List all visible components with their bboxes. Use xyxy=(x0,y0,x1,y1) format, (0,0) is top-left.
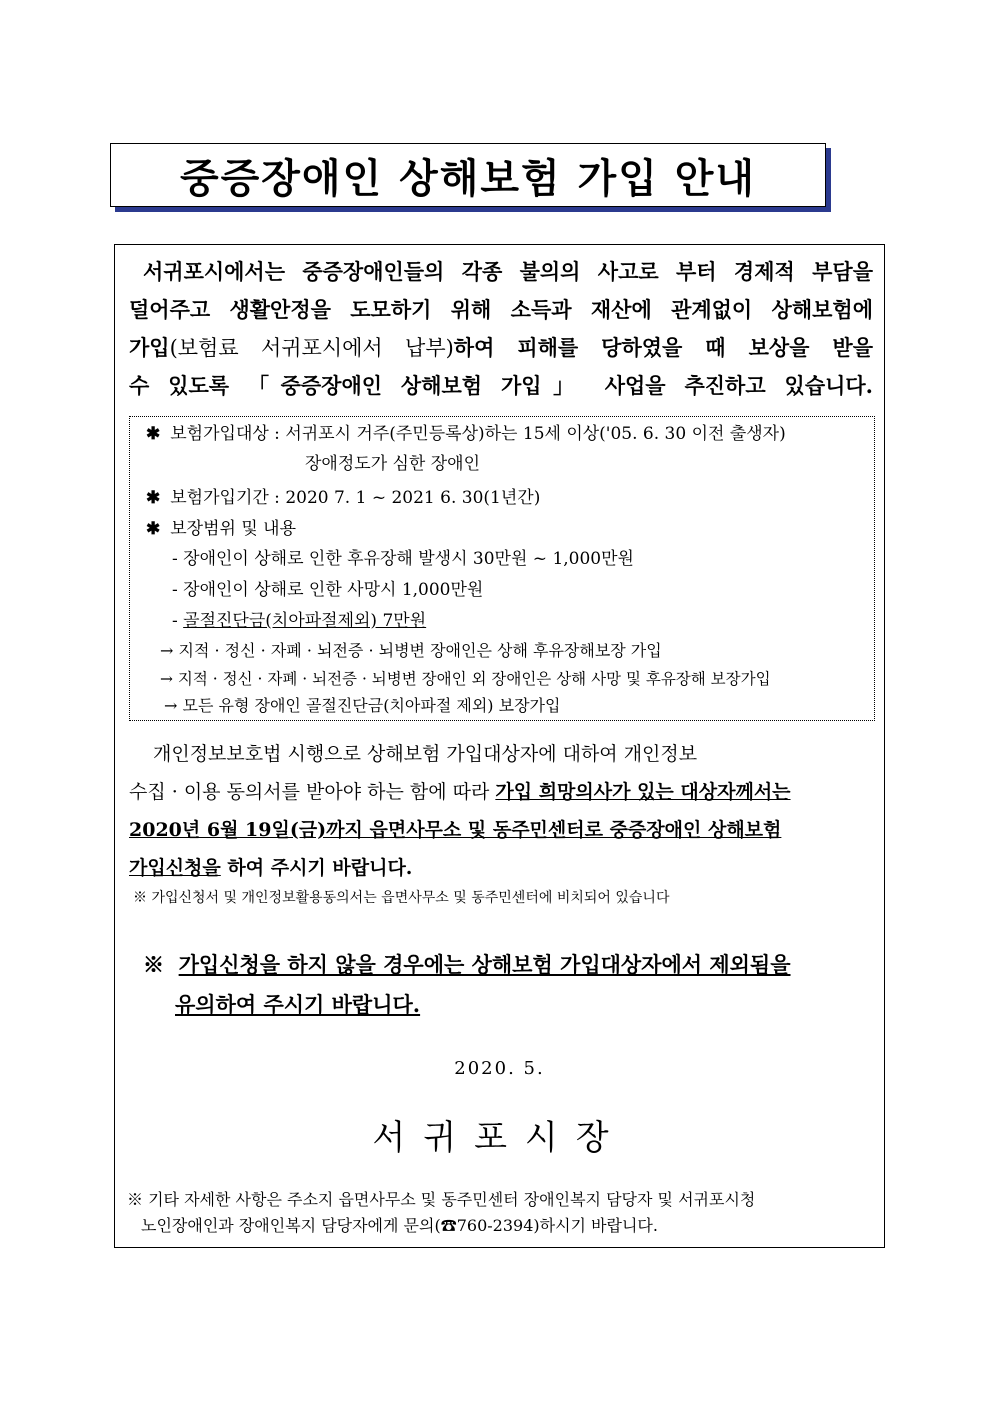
form-availability-note: ※ 가입신청서 및 개인정보활용동의서는 읍면사무소 및 동주민센터에 비치되어 있습니다 xyxy=(133,890,670,906)
intro-line-3-c: 하여 피해를 당하였을 때 보상을 받을 xyxy=(453,335,873,360)
intro-line-3-a: 가입 xyxy=(129,335,170,360)
detail-target xyxy=(146,423,786,445)
notice-body xyxy=(114,244,885,1248)
intro-line-1: 서귀포시에서는 중증장애인들의 각종 불의의 사고로 부터 경제적 부담을 xyxy=(143,259,873,284)
intro-line-3-b: (보험료 서귀포시에서 납부) xyxy=(169,336,454,360)
arrow-note: → 지적 · 정신 · 자폐 · 뇌전증 · 뇌병변 장애인은 상해 후유장해보장 가입 xyxy=(160,641,662,660)
coverage-title-text: 보장범위 및 내용 xyxy=(170,519,297,539)
consent-line-2 xyxy=(129,773,873,811)
asterisk-icon: ✱ xyxy=(146,519,161,539)
consent-line-1: 개인정보보호법 시행으로 상해보험 가입대상자에 대하여 개인정보 xyxy=(153,743,698,765)
detail-target-cont: 장애정도가 심한 장애인 xyxy=(305,454,481,474)
intro-line-3 xyxy=(129,329,873,367)
consent-line-2-b: 가입 희망의사가 있는 대상자께서는 xyxy=(495,781,791,803)
page-title: 중증장애인 상해보험 가입 안내 xyxy=(179,155,757,202)
warning-note xyxy=(143,945,791,1025)
coverage-item-prefix: - xyxy=(172,611,184,631)
signer-name: 서귀포시장 xyxy=(372,1118,627,1158)
coverage-item-underlined: 골절진단금(치아파절제외) 7만원 xyxy=(183,611,427,631)
consent-paragraph xyxy=(129,735,873,887)
coverage-item xyxy=(172,610,426,632)
detail-period xyxy=(146,487,540,509)
detail-coverage-title xyxy=(146,518,296,540)
warning-text-1: 가입신청을 하지 않을 경우에는 상해보험 가입대상자에서 제외됨을 xyxy=(178,952,791,977)
issue-date: 2020. 5. xyxy=(454,1058,545,1079)
warning-text-2: 유의하여 주시기 바랍니다. xyxy=(175,992,421,1017)
asterisk-icon: ✱ xyxy=(146,488,161,508)
contact-footer xyxy=(127,1187,755,1239)
footer-line-1: ※ 기타 자세한 사항은 주소지 읍면사무소 및 동주민센터 장애인복지 담당자 및 서귀포시청 xyxy=(127,1190,756,1209)
footer-line-2: 노인장애인과 장애인복지 담당자에게 문의(☎760-2394)하시기 바랍니다. xyxy=(141,1216,658,1235)
consent-line-3: 2020년 6월 19일(금)까지 읍면사무소 및 동주민센터로 중증장애인 상해보험 xyxy=(129,819,782,841)
arrow-note: → 모든 유형 장애인 골절진단금(치아파절 제외) 보장가입 xyxy=(164,696,561,715)
consent-line-4-b: 하여 주시기 바랍니다. xyxy=(220,857,413,879)
target-text: 보험가입대상 : 서귀포시 거주(주민등록상)하는 15세 이상('05. 6. 30 이전 출생자) xyxy=(170,424,786,444)
arrow-note: → 지적 · 정신 · 자폐 · 뇌전증 · 뇌병변 장애인 외 장애인은 상해 사망 및 후유장해 보장가입 xyxy=(160,670,771,688)
intro-line-2: 덜어주고 생활안정을 도모하기 위해 소득과 재산에 관계없이 상해보험에 xyxy=(129,297,873,322)
consent-line-2-a: 수집 · 이용 동의서를 받아야 하는 함에 따라 xyxy=(129,781,496,803)
warning-line-1 xyxy=(143,945,791,985)
warning-mark: ※ xyxy=(143,952,164,977)
intro-line-4: 수 있도록 「중증장애인 상해보험 가입」 사업을 추진하고 있습니다. xyxy=(129,373,873,398)
asterisk-icon: ✱ xyxy=(146,424,161,444)
coverage-item: - 장애인이 상해로 인한 후유장해 발생시 30만원 ~ 1,000만원 xyxy=(172,549,634,569)
consent-line-4 xyxy=(129,849,873,887)
coverage-item: - 장애인이 상해로 인한 사망시 1,000만원 xyxy=(172,580,484,600)
details-box xyxy=(129,416,875,721)
title-box xyxy=(110,143,826,207)
consent-line-4-a: 가입신청을 xyxy=(129,857,221,879)
period-text: 보험가입기간 : 2020 7. 1 ~ 2021 6. 30(1년간) xyxy=(170,488,541,508)
intro-paragraph xyxy=(129,253,873,405)
warning-line-2 xyxy=(143,985,791,1025)
